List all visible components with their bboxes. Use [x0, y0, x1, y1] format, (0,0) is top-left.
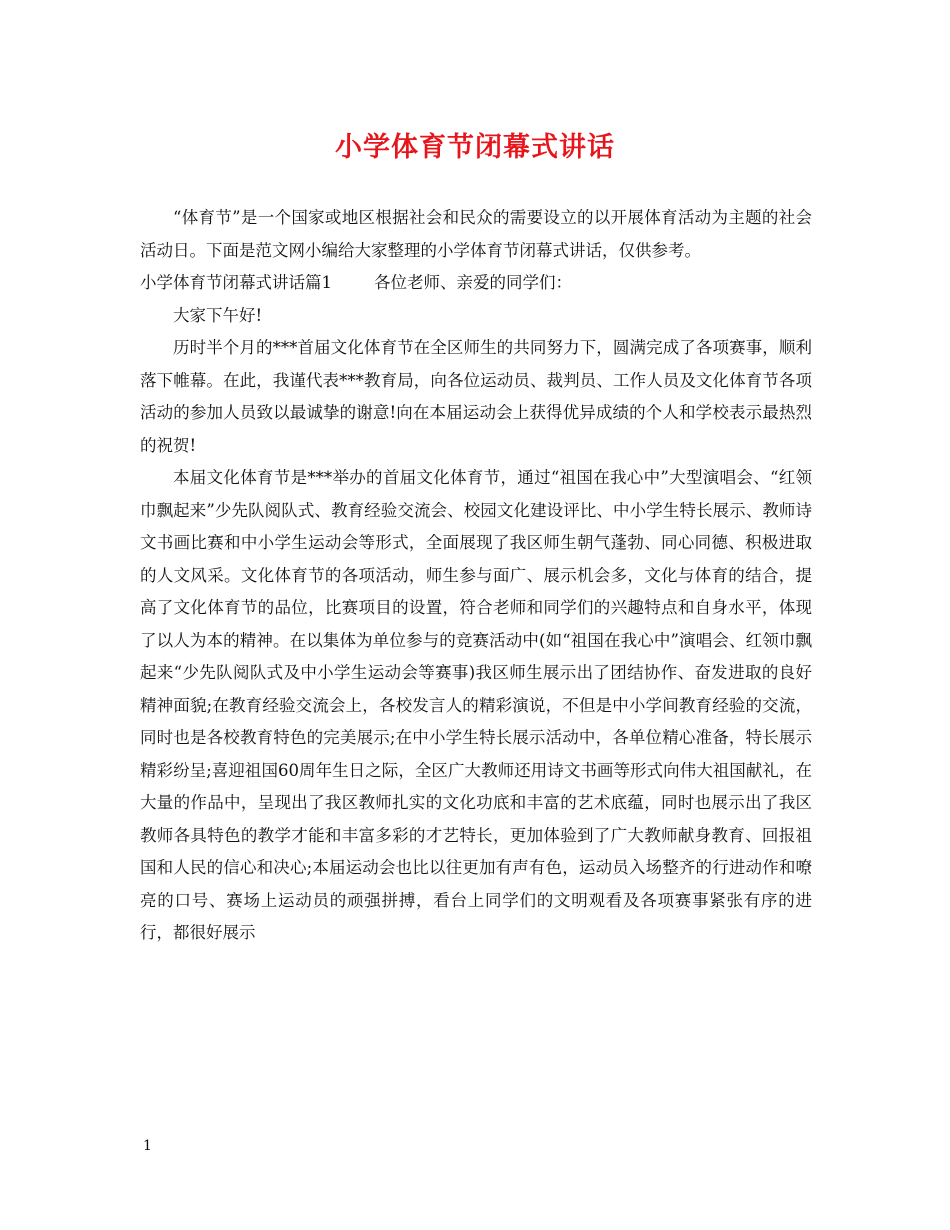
- salutation: 各位老师、亲爱的同学们：: [373, 273, 572, 292]
- section-heading: 小学体育节闭幕式讲话篇1: [140, 273, 332, 292]
- body-paragraph-1: 历时半个月的***首届文化体育节在全区师生的共同努力下，圆满完成了各项赛事，顺利落下帷幕。在此，我谨代表***教育局，向各位运动员、裁判员、工作人员及文化体育节各项活动的参加人员致以最诚挚的谢意!向在本届运动会上获得优异成绩的个人和学校表示最热烈的祝贺!: [140, 338, 812, 455]
- body-paragraph-2: 本届文化体育节是***举办的首届文化体育节，通过“祖国在我心中”大型演唱会、“红领巾飘起来”少先队阅队式、教育经验交流会、校园文化建设评比、中小学生特长展示、教师诗文书画比赛和中小学生运动会等形式，全面展现了我区师生朝气蓬勃、同心同德、积极进取的人文风采。文化体育节的各项活动，师生参与面广、展示机会多，文化与体育的结合，提高了文化体育节的品位，比赛项目的设置，符合老师和同学们的兴趣特点和自身水平，体现了以人为本的精神。在以集体为单位参与的竞赛活动中(如“祖国在我心中”演唱会、红领巾飘起来“少先队阅队式及中小学生运动会等赛事)我区师生展示出了团结协作、奋发进取的良好精神面貌;在教育经验交流会上，各校发言人的精彩演说，不但是中小学间教育经验的交流，同时也是各校教育特色的完美展示;在中小学生特长展示活动中，各单位精心准备，特长展示精彩纷呈;喜迎祖国60周年生日之际，全区广大教师还用诗文书画等形式向伟大祖国献礼，在大量的作品中，呈现出了我区教师扎实的文化功底和丰富的艺术底蕴，同时也展示出了我区教师各具特色的教学才能和丰富多彩的才艺特长，更加体验到了广大教师献身教育、回报祖国和人民的信心和决心;本届运动会也比以往更加有声有色，运动员入场整齐的行进动作和嘹亮的口号、赛场上运动员的顽强拼搏，看台上同学们的文明观看及各项赛事紧张有序的进行，都很好展示: [140, 468, 812, 942]
- document-title: 小学体育节闭幕式讲话: [335, 132, 615, 163]
- intro-paragraph: “体育节”是一个国家或地区根据社会和民众的需要设立的以开展体育活动为主题的社会活动日。下面是范文网小编给大家整理的小学体育节闭幕式讲话，仅供参考。: [140, 208, 812, 260]
- section-heading-line: [140, 267, 812, 300]
- greeting-paragraph: 大家下午好!: [173, 305, 263, 325]
- document-body: [140, 202, 812, 950]
- page-number: 1: [143, 1138, 152, 1154]
